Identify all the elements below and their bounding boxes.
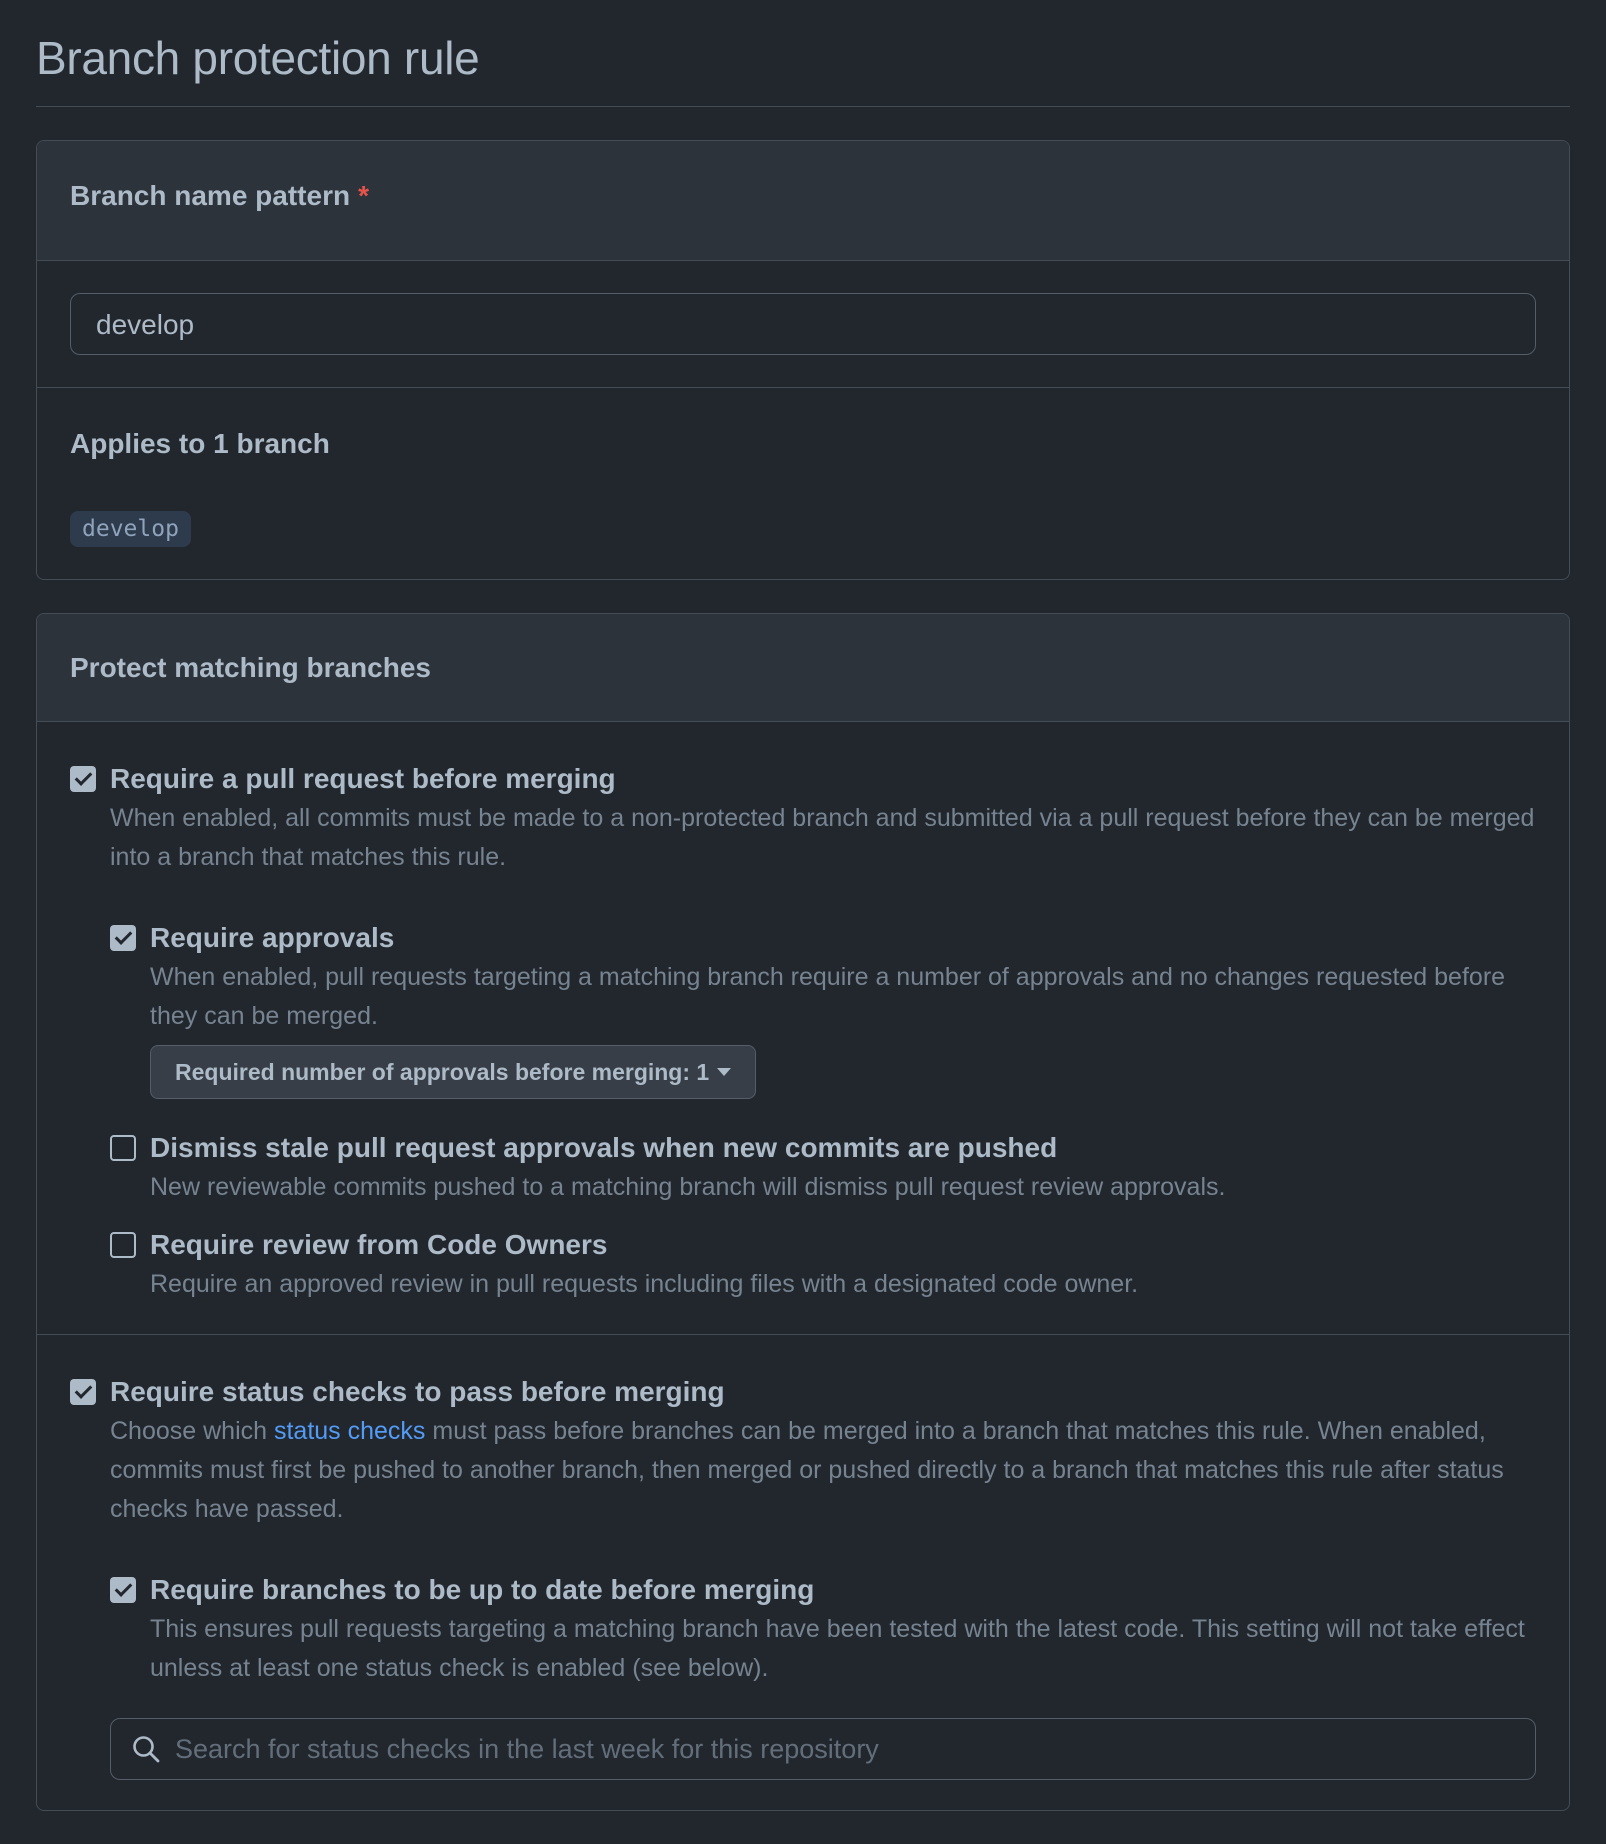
option-description: When enabled, all commits must be made to a non-protected branch and submitted via a pull request before they can be merged into a branch that matches this rule. [110,804,1535,871]
option-description: This ensures pull requests targeting a matching branch have been tested with the latest code. This setting will not take effect unless at least one status check is enabled (see below). [150,1615,1525,1682]
option-title: Require approvals [150,922,395,953]
approvals-count-label: Required number of approvals before merging: 1 [175,1058,710,1085]
option-title: Dismiss stale pull request approvals when new commits are pushed [150,1132,1058,1163]
branch-protection-page [36,0,1570,1844]
search-placeholder: Search for status checks in the last week for this repository [175,1733,879,1764]
protect-box [36,613,1570,1811]
option-description: When enabled, pull requests targeting a matching branch require a number of approvals and no changes requested before they can be merged. [150,963,1506,1030]
option-dismiss-stale[interactable] [110,1129,1536,1207]
option-code-owners[interactable] [110,1226,1536,1304]
caret-down-icon [717,1068,731,1076]
status-checks-checkbox[interactable] [70,1379,96,1405]
up-to-date-checkbox[interactable] [110,1577,136,1603]
code-owners-checkbox[interactable] [110,1232,136,1258]
status-checks-link[interactable]: status checks [273,1417,426,1445]
branch-pattern-box [36,140,1570,580]
branch-pattern-input[interactable]: develop [70,293,1536,355]
option-title: Require branches to be up to date before merging [150,1574,815,1605]
option-require-approvals[interactable] [110,919,1536,1099]
search-icon [131,1734,161,1764]
approvals-count-select[interactable] [150,1045,756,1099]
status-check-search-input[interactable] [110,1718,1536,1780]
option-status-checks[interactable] [70,1373,1536,1529]
pull-request-section [37,722,1569,1334]
required-marker: * [358,180,369,211]
option-description: New reviewable commits pushed to a matching branch will dismiss pull request review approvals. [150,1173,1226,1201]
description-text: Choose which [110,1417,274,1445]
status-checks-section [37,1334,1569,1810]
pattern-input-row [37,261,1569,388]
applies-section [37,388,1569,579]
option-title: Require a pull request before merging [110,763,616,794]
option-up-to-date[interactable] [110,1571,1536,1688]
dismiss-stale-checkbox[interactable] [110,1135,136,1161]
matched-branch-chip: develop [70,511,191,547]
option-description: Require an approved review in pull requests including files with a designated code owner. [150,1270,1139,1298]
pull-request-checkbox[interactable] [70,766,96,792]
option-title: Require status checks to pass before merging [110,1376,725,1407]
branch-pattern-label: Branch name pattern [70,180,351,211]
page-title: Branch protection rule [36,0,1570,107]
protect-header: Protect matching branches [37,614,1569,722]
require-approvals-checkbox[interactable] [110,925,136,951]
option-pull-request[interactable] [70,760,1536,877]
option-title: Require review from Code Owners [150,1229,608,1260]
branch-pattern-header [37,141,1569,261]
description-text: must pass before branches can be merged into a branch that matches this rule. When enabled, commits must first be pushed to another branch, then merged or pushed directly to a branch that matches this rule after status checks have passed. [110,1417,1504,1523]
option-description [110,1412,1536,1529]
applies-label: Applies to 1 branch [70,428,330,459]
